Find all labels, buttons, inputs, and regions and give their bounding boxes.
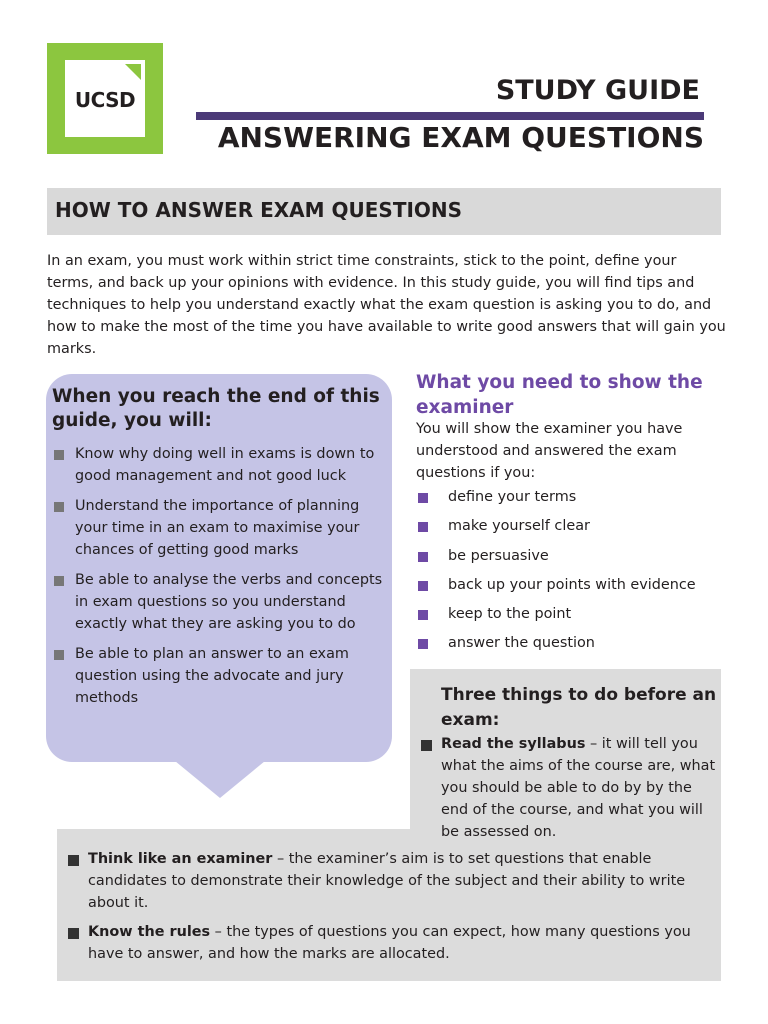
guide-outcomes-bubble <box>46 374 392 762</box>
tip-title: Know the rules <box>88 924 211 940</box>
list-item: Understand the importance of planning your time in an exam to maximise your chances of getting good marks <box>46 495 392 561</box>
square-bullet-icon <box>418 522 428 532</box>
list-item: Know why doing well in exams is down to good management and not good luck <box>46 443 392 487</box>
logo-inner <box>65 60 145 137</box>
examiner-heading: What you need to show the examiner <box>416 372 703 418</box>
header-kicker: STUDY GUIDE <box>495 75 700 106</box>
examiner-intro: You will show the examiner you have understood and answered the exam questions if you: <box>416 421 683 481</box>
square-bullet-icon <box>54 650 64 660</box>
page-title: ANSWERING EXAM QUESTIONS <box>217 121 704 154</box>
three-things-heading: Three things to do before an exam: <box>441 685 717 730</box>
list-item: define your terms <box>416 486 736 515</box>
bubble-tail <box>175 761 265 798</box>
section-band <box>47 188 721 235</box>
intro-paragraph: In an exam, you must work within strict time constraints, stick to the point, define your terms, and back up your opinions with evidence. In this study guide, you will find tips and techniques to help you understand exactly what the exam question is asking you to do, and how to make the most of the time you have available to write good answers that will gain you marks. <box>47 253 726 357</box>
square-bullet-icon <box>54 502 64 512</box>
examiner-list <box>416 486 736 662</box>
square-bullet-icon <box>418 610 428 620</box>
list-item: make yourself clear <box>416 515 736 544</box>
tip-item <box>88 848 708 914</box>
list-item: answer the question <box>416 632 736 661</box>
list-item: be persuasive <box>416 545 736 574</box>
tip-text: – the types of questions you can expect, how many questions you have to answer, and how the marks are allocated. <box>88 924 691 962</box>
square-bullet-icon <box>418 493 428 503</box>
square-bullet-icon <box>418 552 428 562</box>
ucsd-logo <box>47 43 163 154</box>
header-divider <box>196 112 704 120</box>
list-item: Be able to analyse the verbs and concepts in exam questions so you understand exactly what they are asking you to do <box>46 569 392 635</box>
list-item: back up your points with evidence <box>416 574 736 603</box>
square-bullet-icon <box>418 581 428 591</box>
tip-item <box>441 733 721 843</box>
section-title: HOW TO ANSWER EXAM QUESTIONS <box>55 198 463 222</box>
square-bullet-icon <box>54 576 64 586</box>
tip-title: Read the syllabus <box>441 736 586 752</box>
tip-text: – the examiner’s aim is to set questions that enable candidates to demonstrate their knowledge of the subject and their ability to write about it. <box>88 851 686 911</box>
logo-corner-mark <box>125 64 141 80</box>
square-bullet-icon <box>54 450 64 460</box>
tip-item <box>88 921 708 965</box>
logo-text: UCSD <box>74 88 136 112</box>
square-bullet-icon <box>418 639 428 649</box>
guide-outcomes-list <box>46 443 392 717</box>
guide-outcomes-heading: When you reach the end of this guide, you will: <box>52 386 380 431</box>
list-item: Be able to plan an answer to an exam question using the advocate and jury methods <box>46 643 392 709</box>
tip-title: Think like an examiner <box>88 851 273 867</box>
square-bullet-icon <box>68 928 79 939</box>
list-item: keep to the point <box>416 603 736 632</box>
tip-text: – it will tell you what the aims of the course are, what you should be able to do by by the end of the course, and what you will be assessed on. <box>441 736 716 840</box>
square-bullet-icon <box>421 740 432 751</box>
square-bullet-icon <box>68 855 79 866</box>
